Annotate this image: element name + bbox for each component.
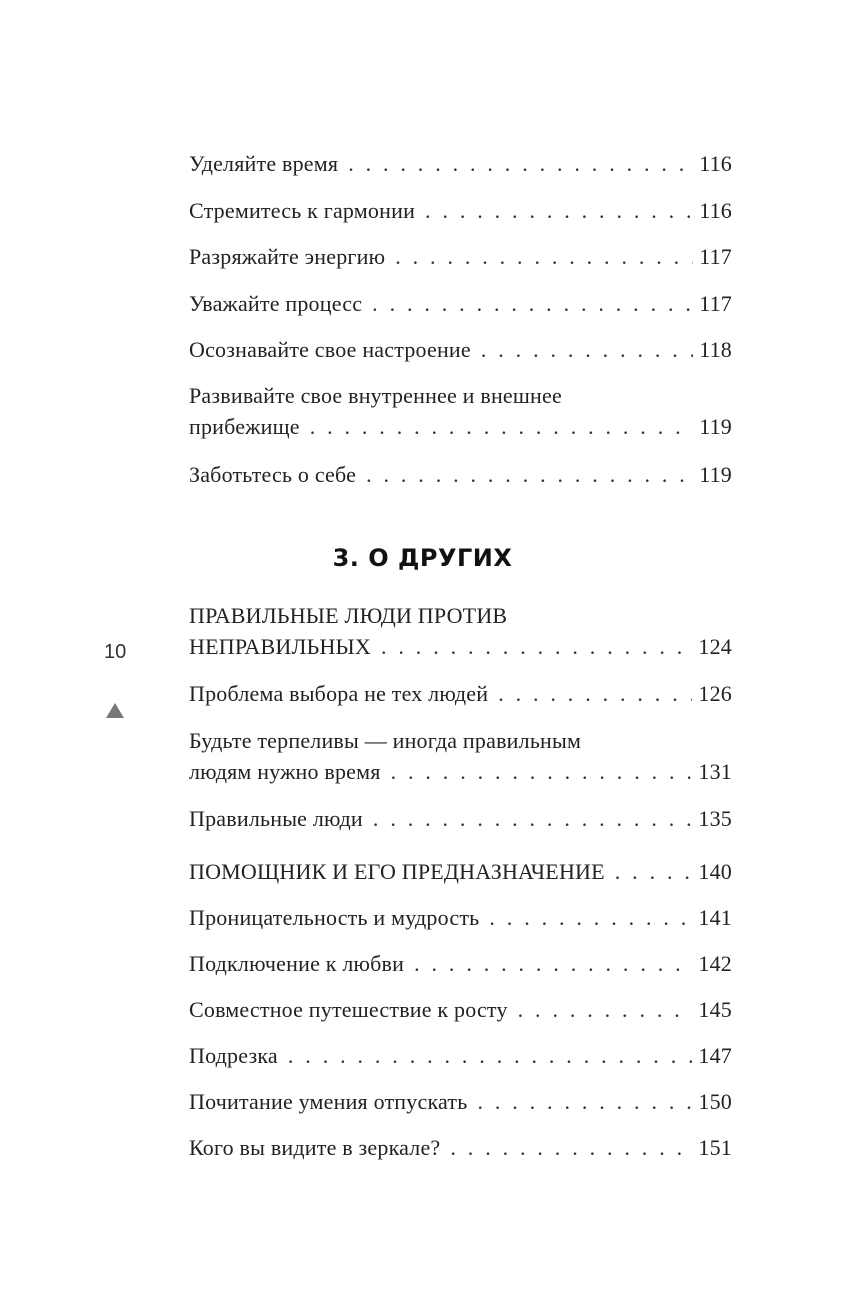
triangle-icon [106,703,124,718]
toc-entry [189,380,732,442]
toc-entry-title: Почитание умения отпускать [189,1089,468,1114]
toc-entry-title: Стремитесь к гармонии [189,198,416,223]
toc-entry-page: 131 [698,759,732,784]
toc-entry-page: 117 [699,291,732,316]
toc-entry [189,1040,732,1071]
toc-entry-title: Заботьтесь о себе [189,462,357,487]
toc-entry [189,1086,732,1117]
leader-dots [373,803,692,834]
toc-entry [189,334,732,365]
toc-entry-page: 119 [699,414,732,439]
toc-entry-page: 140 [698,859,732,884]
toc-entry [189,195,732,226]
toc-entry [189,725,732,787]
toc-entry-page: 141 [698,905,732,930]
toc-entry-title: Подрезка [189,1043,278,1068]
toc-entry [189,241,732,272]
toc-entry-page: 151 [698,1135,732,1160]
toc-entry-page: 116 [699,151,732,176]
toc-entry [189,803,732,834]
leader-dots [498,678,692,709]
toc-entry-page: 147 [698,1043,732,1068]
toc-entry [189,600,732,662]
toc-entry-title: Совместное путешествие к росту [189,997,508,1022]
leader-dots [395,241,693,272]
toc-entry-title: Проблема выбора не тех людей [189,681,489,706]
toc-entry [189,856,732,887]
section-heading: 3. О ДРУГИХ [332,544,513,572]
toc-entry [189,994,732,1025]
toc-entry-title-line1: Будьте терпеливы — иногда правильным [189,728,582,753]
toc-entry-title: ПОМОЩНИК И ЕГО ПРЕДНАЗНАЧЕНИЕ [189,859,605,884]
toc-entry-page: 126 [698,681,732,706]
toc-entry [189,459,732,490]
leader-dots [425,195,693,226]
toc-entry-title: НЕПРАВИЛЬНЫХ [189,634,371,659]
toc-entry-title: Осознавайте свое настроение [189,337,471,362]
leader-dots [518,994,693,1025]
leader-dots [450,1132,692,1163]
toc-entry [189,148,732,179]
leader-dots [348,148,693,179]
leader-dots [310,411,694,442]
toc-entry-page: 117 [699,244,732,269]
leader-dots [372,288,693,319]
leader-dots [288,1040,692,1071]
leader-dots [615,856,693,887]
toc-entry-title-line1: Развивайте свое внутреннее и внешнее [189,383,562,408]
toc-entry-page: 124 [698,634,732,659]
toc-entry [189,678,732,709]
toc-entry-title: Кого вы видите в зеркале? [189,1135,441,1160]
toc-entry-title: Разряжайте энергию [189,244,386,269]
toc-entry-page: 119 [699,462,732,487]
leader-dots [414,948,692,979]
toc-entry [189,288,732,319]
leader-dots [391,756,693,787]
toc-entry-page: 135 [698,806,732,831]
toc-entry-title: Проницательность и мудрость [189,905,480,930]
toc-entry-page: 118 [699,337,732,362]
leader-dots [477,1086,692,1117]
toc-entry-title: людям нужно время [189,759,381,784]
toc-entry-title: Уважайте процесс [189,291,363,316]
page-number: 10 [104,641,127,663]
toc-entry [189,948,732,979]
leader-dots [481,334,693,365]
toc-entry-page: 116 [699,198,732,223]
toc-entry-page: 145 [698,997,732,1022]
leader-dots [381,631,692,662]
toc-entry [189,902,732,933]
leader-dots [489,902,692,933]
leader-dots [366,459,693,490]
toc-entry-title: Правильные люди [189,806,363,831]
toc-entry [189,1132,732,1163]
toc-entry-page: 150 [698,1089,732,1114]
toc-entry-title: Подключение к любви [189,951,405,976]
toc-entry-title-line1: ПРАВИЛЬНЫЕ ЛЮДИ ПРОТИВ [189,603,508,628]
toc-entry-page: 142 [698,951,732,976]
toc-entry-title: Уделяйте время [189,151,339,176]
toc-entry-title: прибежище [189,414,300,439]
